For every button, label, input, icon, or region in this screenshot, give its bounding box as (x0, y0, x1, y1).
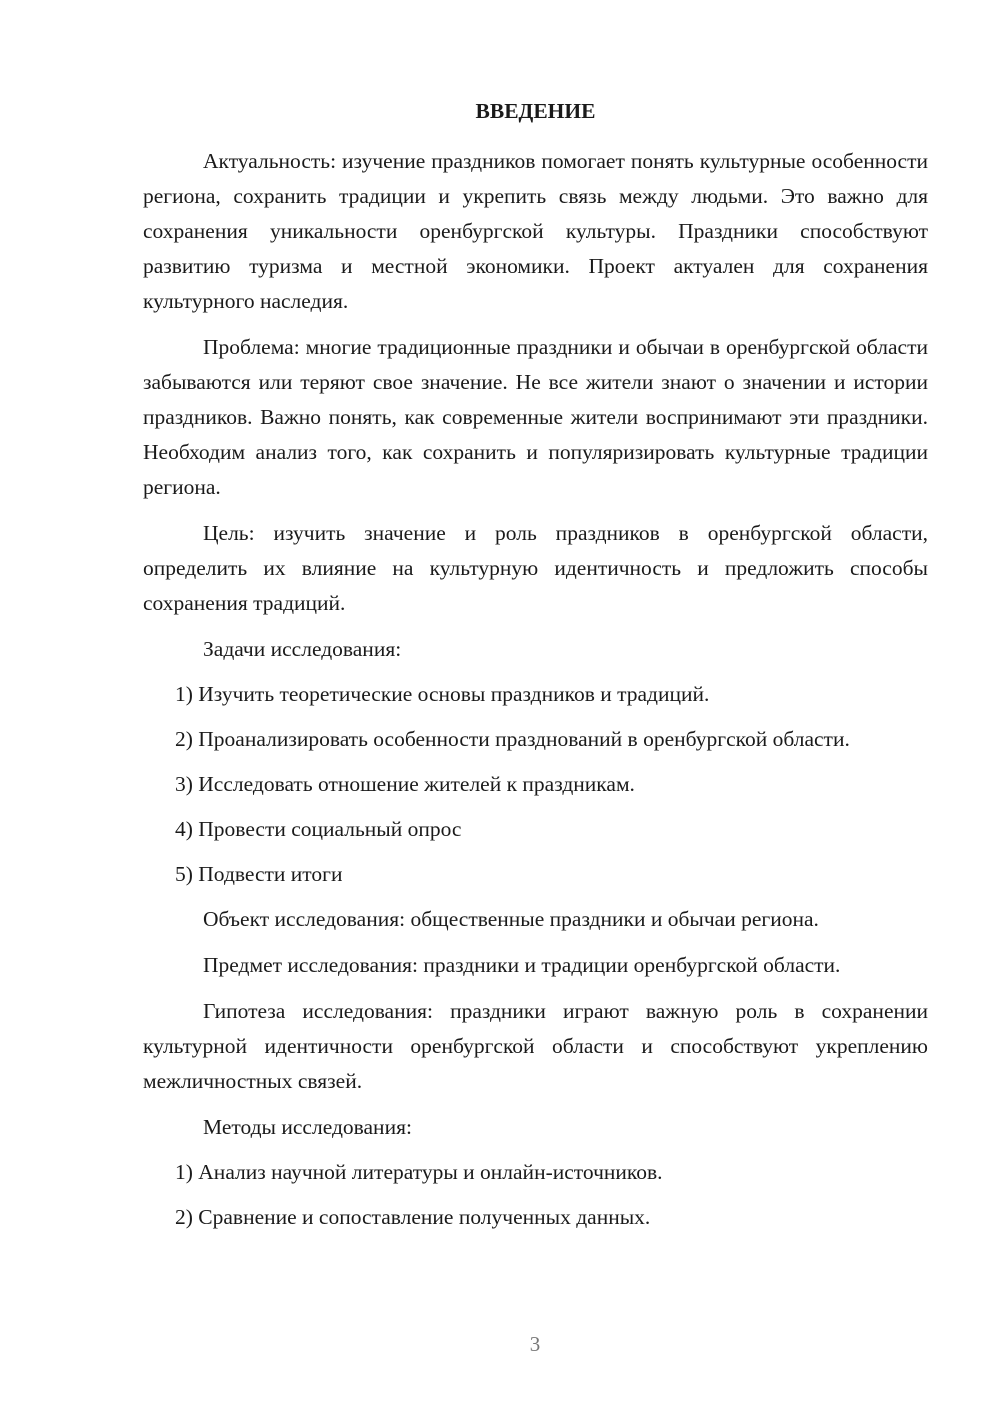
relevance-paragraph: Актуальность: изучение праздников помогает понять культурные особенности региона, сохранить традиции и укрепить связь между людьми. Это важно для сохранения уникальности оренбургской культуры. Праздники способствуют развитию туризма и местной экономики. Проект актуален для сохранения культурного наследия. (143, 149, 928, 313)
document-page (143, 96, 928, 1245)
tasks-heading: Задачи исследования: (203, 637, 402, 661)
task-item-2: 2) Проанализировать особенности празднований в оренбургской области. (175, 727, 850, 751)
task-item-1: 1) Изучить теоретические основы праздников и традиций. (175, 682, 710, 706)
method-item-1: 1) Анализ научной литературы и онлайн-источников. (175, 1160, 663, 1184)
hypothesis-paragraph: Гипотеза исследования: праздники играют важную роль в сохранении культурной идентичности оренбургской области и способствуют укреплению межличностных связей. (143, 999, 928, 1093)
page-number: 3 (529, 1332, 541, 1356)
object-paragraph: Объект исследования: общественные праздники и обычаи региона. (203, 907, 819, 931)
methods-heading: Методы исследования: (203, 1115, 412, 1139)
method-item-2: 2) Сравнение и сопоставление полученных данных. (175, 1205, 651, 1229)
task-item-4: 4) Провести социальный опрос (175, 817, 462, 841)
section-title: ВВЕДЕНИЕ (475, 99, 596, 123)
subject-paragraph: Предмет исследования: праздники и традиции оренбургской области. (203, 953, 841, 977)
problem-paragraph: Проблема: многие традиционные праздники и обычаи в оренбургской области забываются или теряют свое значение. Не все жители знают о значении и истории праздников. Важно понять, как современные жители воспринимают эти праздники. Необходим анализ того, как сохранить и популяризировать культурные традиции региона. (143, 335, 928, 499)
task-item-3: 3) Исследовать отношение жителей к праздникам. (175, 772, 635, 796)
goal-paragraph: Цель: изучить значение и роль праздников в оренбургской области, определить их влияние на культурную идентичность и предложить способы сохранения традиций. (143, 521, 928, 615)
task-item-5: 5) Подвести итоги (175, 862, 343, 886)
